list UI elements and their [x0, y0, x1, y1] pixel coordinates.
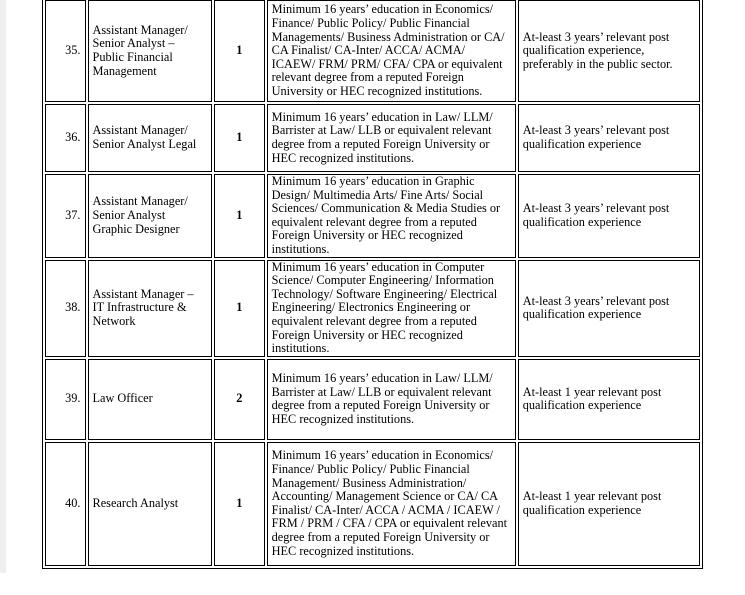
post-count: 1 [214, 442, 265, 566]
serial-number: 36. [45, 104, 86, 172]
post-count: 1 [214, 104, 265, 172]
page-bottom-margin [0, 573, 745, 595]
page-margin [0, 0, 6, 595]
post-count: 1 [214, 0, 265, 102]
post-title: Assistant Manager/ Senior Analyst – Public Financial Management [88, 0, 213, 102]
table-row [45, 260, 700, 357]
experience: At-least 1 year relevant post qualification experience [518, 359, 700, 440]
qualification: Minimum 16 years’ education in Economics/ Finance/ Public Policy/ Public Financial Management/ Business Administration/ Accounting/ Management Science or CA/ CA Finalist/ CA-Inter/ ACCA / ACMA / ICAEW / FRM / PRM / CFA / CPA or equivalent relevant degree from a reputed Foreign University or HEC recognized institutions. [267, 442, 516, 566]
post-title: Assistant Manager/ Senior Analyst Graphic Designer [88, 174, 213, 258]
table-row [45, 0, 700, 102]
serial-number: 38. [45, 260, 86, 357]
experience: At-least 3 years’ relevant post qualification experience, preferably in the public sector. [518, 0, 700, 102]
experience: At-least 3 years’ relevant post qualification experience [518, 104, 700, 172]
experience: At-least 3 years’ relevant post qualification experience [518, 174, 700, 258]
qualification: Minimum 16 years’ education in Graphic Design/ Multimedia Arts/ Fine Arts/ Social Sciences/ Communication & Media Studies or equivalent relevant degree from a reputed Foreign University or HEC recognized institutions. [267, 174, 516, 258]
qualification: Minimum 16 years’ education in Computer Science/ Computer Engineering/ Information Technology/ Software Engineering/ Electrical Engineering/ Electronics Engineering or equivalent relevant degree from a reputed Foreign University or HEC recognized institutions. [267, 260, 516, 357]
table-row [45, 442, 700, 566]
post-title: Assistant Manager – IT Infrastructure & Network [88, 260, 213, 357]
serial-number: 37. [45, 174, 86, 258]
post-count: 1 [214, 260, 265, 357]
qualification: Minimum 16 years’ education in Economics/ Finance/ Public Policy/ Public Financial Managements/ Business Administration or CA/ CA Finalist/ CA-Inter/ ACCA/ ACMA/ ICAEW/ FRM/ PRM/ CFA/ CPA or equivalent relevant degree from a reputed Foreign University or HEC recognized institutions. [267, 0, 516, 102]
table-row [45, 104, 700, 172]
serial-number: 39. [45, 359, 86, 440]
qualification: Minimum 16 years’ education in Law/ LLM/ Barrister at Law/ LLB or equivalent relevant degree from a reputed Foreign University or HEC recognized institutions. [267, 104, 516, 172]
table-row [45, 174, 700, 258]
table-row [45, 359, 700, 440]
serial-number: 40. [45, 442, 86, 566]
post-title: Research Analyst [88, 442, 213, 566]
post-count: 1 [214, 174, 265, 258]
qualification: Minimum 16 years’ education in Law/ LLM/ Barrister at Law/ LLB or equivalent relevant degree from a reputed Foreign University or HEC recognized institutions. [267, 359, 516, 440]
post-count: 2 [214, 359, 265, 440]
post-title: Law Officer [88, 359, 213, 440]
experience: At-least 1 year relevant post qualification experience [518, 442, 700, 566]
serial-number: 35. [45, 0, 86, 102]
experience: At-least 3 years’ relevant post qualification experience [518, 260, 700, 357]
vacancy-table [42, 0, 703, 569]
post-title: Assistant Manager/ Senior Analyst Legal [88, 104, 213, 172]
